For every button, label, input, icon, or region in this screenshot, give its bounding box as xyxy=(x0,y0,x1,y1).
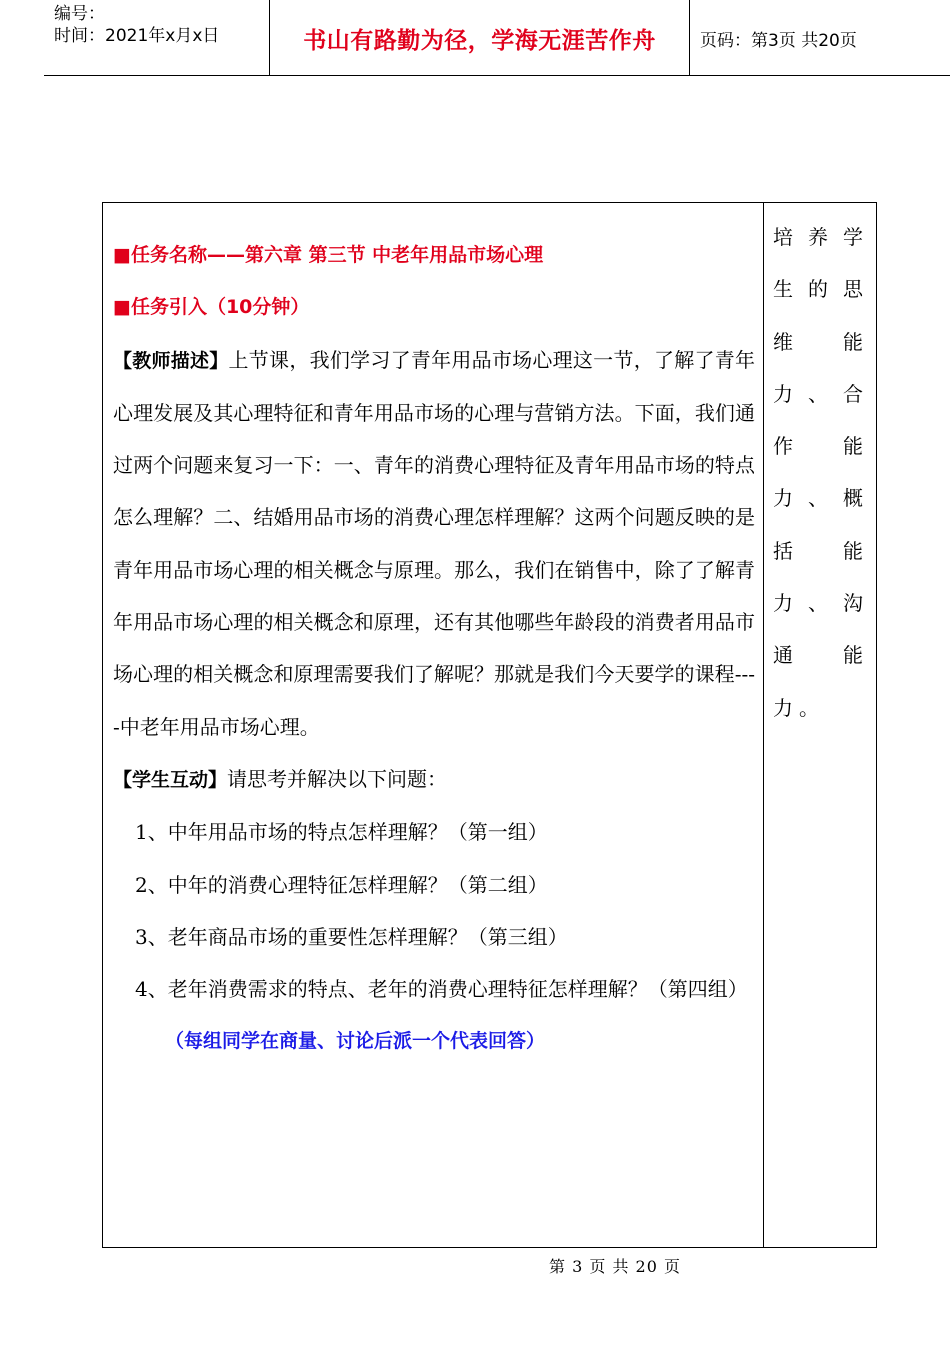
student-interaction-text: 请思考并解决以下问题： xyxy=(227,766,448,791)
header-page-info: 页码：第3页 共20页 xyxy=(700,30,857,51)
question-item: 3、老年商品市场的重要性怎样理解？（第三组） xyxy=(135,924,568,949)
lesson-table xyxy=(102,202,877,1248)
teacher-description-tag: 【教师描述】 xyxy=(113,349,229,372)
question-text: 4、老年消费需求的特点、老年的消费心理特征怎样理解？（第四组） xyxy=(135,977,748,1002)
task-intro-heading: ■任务引入（10分钟） xyxy=(113,296,310,319)
question-item xyxy=(113,963,755,1015)
group-answer-note: （每组同学在商量、讨论后派一个代表回答） xyxy=(165,1030,546,1053)
page-footer: 第 3 页 共 20 页 xyxy=(549,1257,681,1276)
student-interaction-tag: 【学生互动】 xyxy=(113,768,228,791)
question-item: 2、中年的消费心理特征怎样理解？（第二组） xyxy=(135,872,548,897)
question-item: 1、中年用品市场的特点怎样理解？（第一组） xyxy=(135,820,548,845)
teacher-description-text: 上节课，我们学习了青年用品市场心理这一节，了解了青年心理发展及其心理特征和青年用品市场的心理与营销方法。下面，我们通过两个问题来复习一下：一、青年的消费心理特征及青年用品市场的特点怎么理解？二、结婚用品市场的消费心理怎样理解？这两个问题反映的是青年用品市场心理的相关概念与原理。那么，我们在销售中，除了了解青年用品市场心理的相关概念和原理，还有其他哪些年龄段的消费者用品市场心理的相关概念和原理需要我们了解呢？那就是我们今天要学的课程----中老年用品市场心理。 xyxy=(113,347,755,739)
student-interaction-paragraph xyxy=(113,753,755,806)
teaching-goal-cell: 培养学生的思维能力、合作能力、概括能力、沟通能力。 xyxy=(773,225,869,720)
task-name-heading: ■任务名称——第六章 第三节 中老年用品市场心理 xyxy=(113,244,544,266)
page-header xyxy=(44,0,950,76)
lesson-content-cell xyxy=(113,229,755,1068)
header-meta-cell xyxy=(44,0,270,76)
column-divider xyxy=(763,203,764,1247)
teacher-description-paragraph xyxy=(113,334,755,753)
header-motto: 书山有路勤为径，学海无涯苦作舟 xyxy=(270,0,690,76)
document-number-label: 编号： xyxy=(54,4,105,24)
document-time-label: 时间：2021年x月x日 xyxy=(54,26,220,46)
